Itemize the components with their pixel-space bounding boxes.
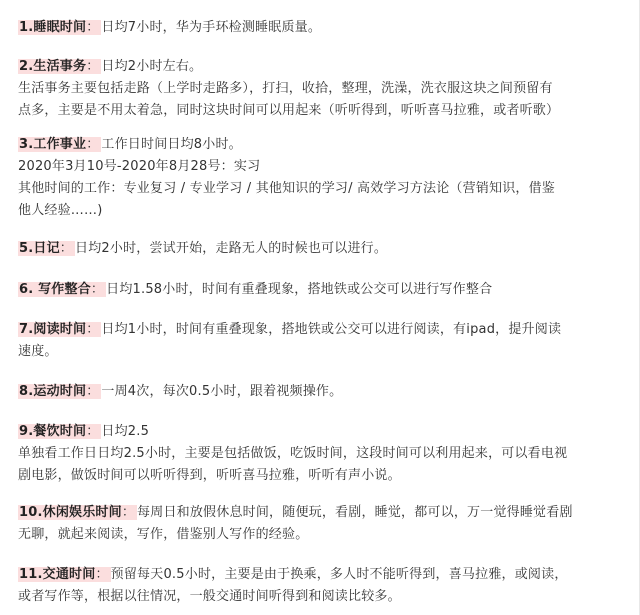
section-title: 10.休闲娱乐时间 [19, 505, 122, 520]
section-title: 11.交通时间 [19, 567, 96, 582]
section-heading-highlight [18, 59, 101, 74]
section-writing [18, 279, 618, 301]
section-colon: ： [86, 137, 100, 152]
section-title: 6. 写作整合 [19, 282, 91, 297]
section-body-line: 2020年3月10号-2020年8月28号：实习 [18, 159, 261, 174]
section-lead-text: 日均7小时，华为手环检测睡眠质量。 [101, 20, 322, 35]
section-first-line [18, 238, 618, 260]
section-lead-text: 日均2小时，尝试开始，走路无人的时候也可以进行。 [75, 241, 388, 256]
section-work [18, 134, 618, 222]
section-heading-highlight [18, 137, 101, 152]
section-meals [18, 421, 618, 487]
section-heading-highlight [18, 322, 101, 337]
section-title: 3.工作事业 [19, 137, 87, 152]
section-colon: ： [121, 505, 136, 520]
section-title: 7.阅读时间 [19, 322, 87, 337]
section-colon: ： [59, 241, 73, 256]
section-first-line [18, 56, 618, 78]
section-heading-highlight [18, 282, 106, 297]
section-heading-highlight [18, 505, 137, 520]
section-heading-highlight [18, 567, 111, 582]
section-body-line: 点多，主要是不用太着急，同时这块时间可以用起来（听听得到，听听喜马拉雅，或者听歌） [18, 103, 560, 118]
section-body-line: 单独看工作日日均2.5小时，主要是包括做饭，吃饭时间，这段时间可以利用起来，可以看电视 [18, 446, 568, 461]
section-first-line [18, 564, 618, 586]
section-body-line: 其他时间的工作：专业复习 / 专业学习 / 其他知识的学习/ 高效学习方法论（营销知识，借鉴 [18, 181, 556, 196]
section-heading-highlight [18, 241, 75, 256]
section-title: 1.睡眠时间 [19, 20, 87, 35]
section-title: 9.餐饮时间 [19, 424, 87, 439]
section-colon: ： [86, 59, 100, 74]
section-colon: ： [95, 567, 109, 582]
section-colon: ： [86, 384, 100, 399]
section-body-line: 他人经验……) [18, 203, 103, 218]
section-title: 2.生活事务 [19, 59, 87, 74]
section-title: 5.日记 [19, 241, 60, 256]
section-body-line: 或者写作等，根据以往情况，一般交通时间听得到和阅读比较多。 [18, 589, 401, 604]
section-lead-text: 预留每天0.5小时，主要是由于换乘，多人时不能听得到，喜马拉雅，或阅读， [110, 567, 568, 582]
section-heading-highlight [18, 20, 101, 35]
section-colon: ： [90, 282, 105, 297]
section-colon: ： [86, 322, 100, 337]
section-lead-text: 日均1.58小时，时间有重叠现象，搭地铁或公交可以进行写作整合 [106, 282, 493, 297]
section-first-line [18, 134, 618, 156]
section-leisure [18, 502, 618, 546]
section-lead-text: 日均1小时，时间有重叠现象，搭地铁或公交可以进行阅读，有ipad，提升阅读 [101, 322, 562, 337]
section-first-line [18, 319, 618, 341]
section-heading-highlight [18, 424, 101, 439]
section-lead-text: 日均2小时左右。 [101, 59, 203, 74]
section-colon: ： [86, 20, 100, 35]
section-first-line [18, 381, 618, 403]
section-heading-highlight [18, 384, 101, 399]
section-body-line: 无聊，就起来阅读，写作，借鉴别人写作的经验。 [18, 527, 309, 542]
section-colon: ： [86, 424, 100, 439]
section-body-line: 生活事务主要包括走路（上学时走路多），打扫，收拾，整理，洗澡，洗衣服这块之间预留有 [18, 81, 553, 96]
section-first-line [18, 502, 618, 524]
section-lead-text: 工作日时间日均8小时。 [101, 137, 242, 152]
section-first-line [18, 421, 618, 443]
section-body-line: 速度。 [18, 344, 58, 359]
section-life-affairs [18, 56, 618, 122]
section-reading [18, 319, 618, 363]
section-body-line: 剧电影，做饭时间可以听听得到，听听喜马拉雅，听听有声小说。 [18, 468, 401, 483]
section-sleep [18, 17, 618, 39]
section-first-line [18, 17, 618, 39]
section-lead-text: 日均2.5 [101, 424, 150, 439]
section-lead-text: 一周4次，每次0.5小时，跟着视频操作。 [101, 384, 343, 399]
section-exercise [18, 381, 618, 403]
section-commute [18, 564, 618, 608]
section-diary [18, 238, 618, 260]
section-title: 8.运动时间 [19, 384, 87, 399]
section-first-line [18, 279, 618, 301]
section-lead-text: 每周日和放假休息时间，随便玩，看剧，睡觉，都可以，万一觉得睡觉看剧 [137, 505, 573, 520]
